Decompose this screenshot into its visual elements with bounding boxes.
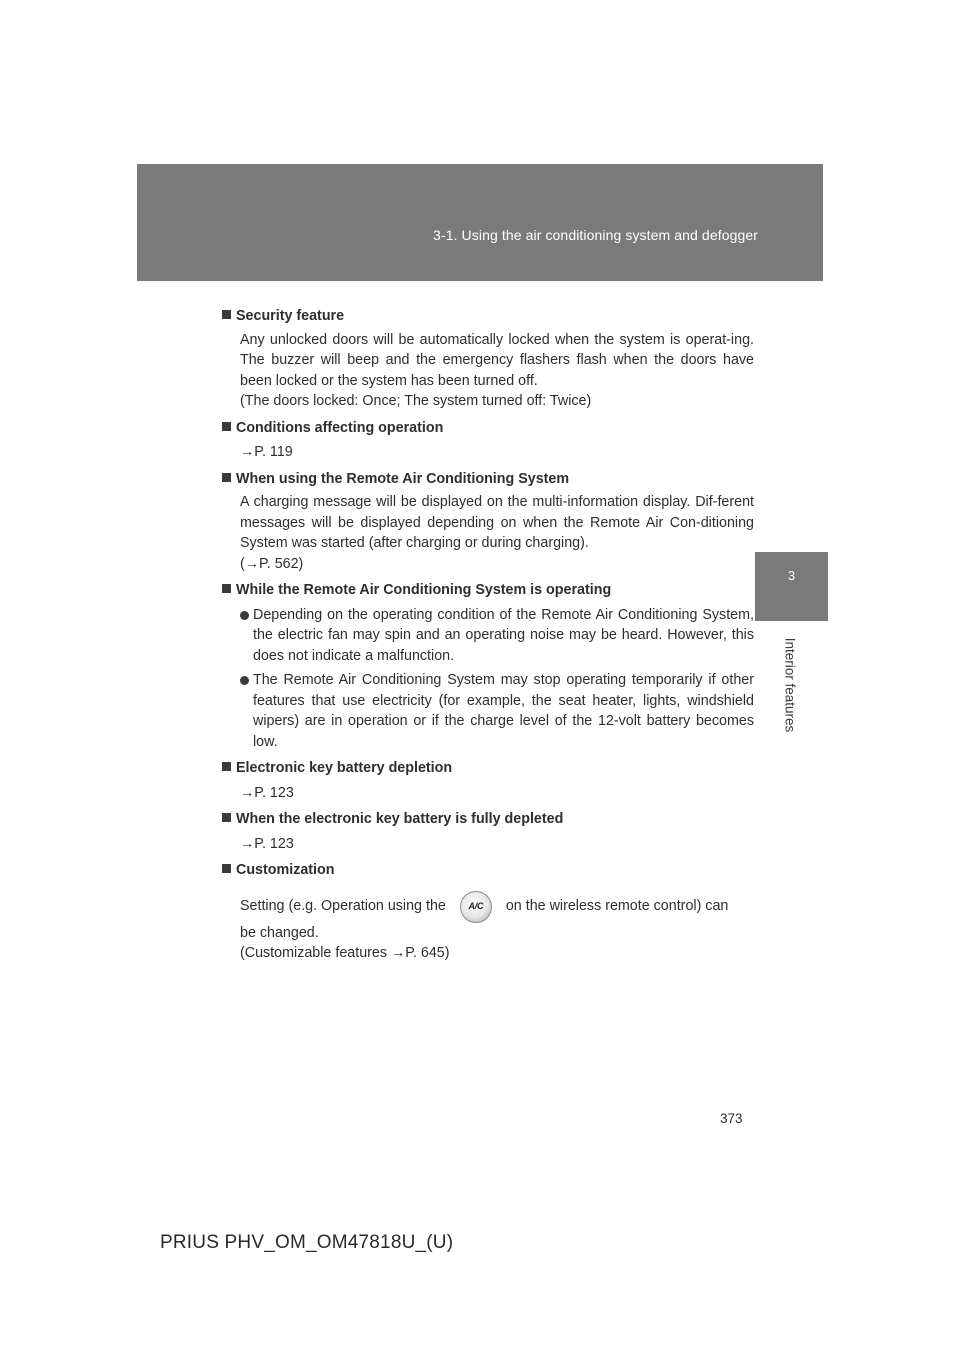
chapter-header-bar: [137, 164, 823, 281]
section-heading: Electronic key battery depletion: [236, 760, 453, 776]
customization-text: on the wireless remote control) can: [505, 898, 729, 915]
section-customization: [224, 860, 754, 964]
section-heading: Customization: [236, 862, 335, 878]
square-bullet-icon: [222, 584, 231, 593]
page-number: 373: [720, 1111, 743, 1126]
page-reference: →P. 123: [240, 835, 294, 852]
ac-button-icon: A/C: [460, 891, 492, 923]
customization-text: be changed.: [240, 924, 319, 941]
section-body-note: (The doors locked: Once; The system turned off: Twice): [240, 393, 592, 409]
page-reference: (Customizable features →P. 645): [240, 945, 450, 961]
page-reference: →P. 123: [240, 784, 294, 801]
square-bullet-icon: [222, 864, 231, 873]
section-fully-depleted: [224, 809, 754, 854]
square-bullet-icon: [222, 473, 231, 482]
section-battery-depletion: [224, 758, 754, 803]
section-conditions: [224, 418, 754, 463]
chapter-side-label: [758, 630, 822, 740]
chapter-section-title: 3-1. Using the air conditioning system and defogger: [433, 227, 758, 243]
page-content: [224, 306, 754, 970]
section-while-operating: [224, 580, 754, 752]
chapter-tab-number: 3: [787, 568, 796, 583]
section-heading: Security feature: [236, 308, 345, 324]
round-bullet-icon: [240, 611, 249, 620]
square-bullet-icon: [222, 813, 231, 822]
section-body: Any unlocked doors will be automatically locked when the system is operat-ing. The buzzer will beep and the emergency flashers flash when the doors have been locked or the system has been turned off.: [240, 331, 754, 389]
chapter-tab: [755, 552, 828, 621]
section-when-using: [224, 469, 754, 575]
square-bullet-icon: [222, 762, 231, 771]
page-reference: (→P. 562): [240, 555, 304, 572]
square-bullet-icon: [222, 422, 231, 431]
section-heading: When using the Remote Air Conditioning System: [236, 470, 570, 487]
list-item-text: Depending on the operating condition of the Remote Air Conditioning System, the electric fan may spin and an operating noise may be heard. However, this does not indicate a malfunction.: [253, 606, 754, 664]
section-heading: Conditions affecting operation: [236, 419, 444, 436]
list-item: [240, 670, 754, 752]
section-body: A charging message will be displayed on the multi-information display. Dif-ferent messages will be displayed depending on when the Remote Air Con-ditioning System was started (after charging or during charging).: [240, 494, 754, 551]
round-bullet-icon: [240, 676, 249, 685]
section-heading: When the electronic key battery is fully depleted: [236, 811, 564, 827]
customization-text: Setting (e.g. Operation using the: [240, 898, 446, 915]
list-item: [240, 605, 754, 667]
section-security-feature: [224, 306, 754, 412]
square-bullet-icon: [222, 310, 231, 319]
list-item-text: The Remote Air Conditioning System may stop operating temporarily if other features that use electricity (for example, the seat heater, lights, windshield wipers) are in operation or if the charge level of the 12-volt battery becomes low.: [253, 672, 754, 750]
document-footer: PRIUS PHV_OM_OM47818U_(U): [160, 1232, 454, 1253]
chapter-side-label-text: Interior features: [782, 637, 798, 733]
section-heading: While the Remote Air Conditioning System is operating: [236, 582, 612, 598]
page-reference: →P. 119: [240, 444, 293, 460]
